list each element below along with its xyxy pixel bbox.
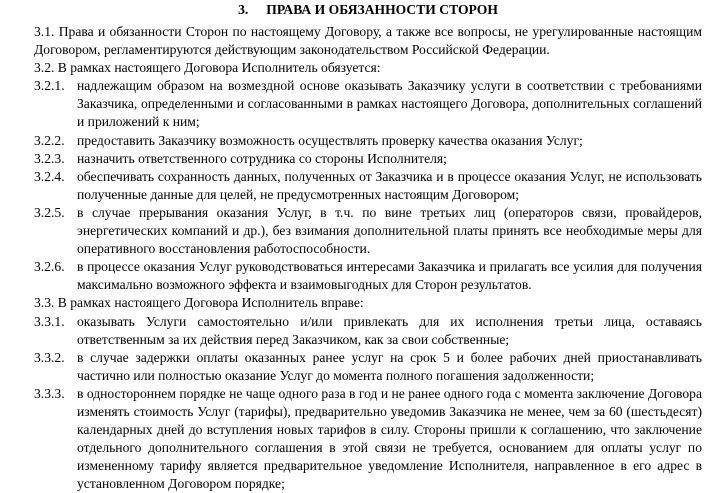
clause-number: 3.2.2.: [34, 132, 65, 148]
clause-number: 3.2.5.: [34, 204, 65, 220]
clause-number: 3.2.: [34, 60, 55, 76]
clause-text: В рамках настоящего Договора Исполнитель обязуется:: [57, 60, 381, 76]
clause-text: в случае задержки оплаты оказанных ранее услуг на срок 5 и более рабочих дней приостанавливать частично или полностью оказание Услуг до момента полного погашения задолженности;: [77, 349, 702, 383]
section-number: 3.: [238, 2, 249, 17]
clause-number: 3.1.: [34, 24, 55, 39]
clause-number: 3.2.6.: [34, 259, 65, 275]
clause-text: Права и обязанности Сторон по настоящему Договору, а также все вопросы, не урегулированные настоящим Договором, регламентируются действующим законодательством Российской Федерации.: [34, 24, 702, 58]
clause-3-3-3: [34, 385, 702, 493]
clause-text: в одностороннем порядке не чаще одного раза в год и не ранее одного года с момента заключение Договора изменять стоимость Услуг (тарифы), предварительно уведомив Заказчика не менее, чем за 60 (шестьдесят) календарных дней до вступления новых тарифов в силу. Стороны пришли к соглашению, что заключение отдельного дополнительного соглашения в этой связи не требуется, основанием для оплаты услуг по измененному тарифу является предварительное уведомление Исполнителя, направленное в его адрес в установленном Договором порядке;: [77, 385, 702, 492]
clause-3-2-3: [34, 150, 702, 168]
clause-number: 3.3.2.: [34, 349, 65, 365]
clause-3-2-6: [34, 258, 702, 294]
clause-number: 3.3.3.: [34, 385, 65, 401]
clause-3-3: [34, 294, 702, 312]
clause-3-2-4: [34, 168, 702, 204]
clause-number: 3.3.1.: [34, 313, 65, 329]
clause-3-3-1: [34, 313, 702, 349]
clause-number: 3.3.: [34, 295, 55, 311]
clause-text: надлежащим образом на возмездной основе оказывать Заказчику услуги в соответствии с требованиями Заказчика, определенными и согласованными в рамках настоящего Договора, дополнительных соглашений и приложений к ним;: [77, 78, 702, 130]
clause-text: в случае прерывания оказания Услуг, в т.ч. по вине третьих лиц (операторов связи, провайдеров, энергетических компаний и др.), без взимания дополнительной платы принять все необходимые меры для оперативного восстановления работоспособности.: [77, 204, 702, 257]
clause-3-1: [34, 23, 702, 59]
clause-text: оказывать Услуги самостоятельно и/или привлекать для их исполнения третьи лица, оставаясь ответственным за их действия перед Заказчиком, как за свои собственные;: [77, 313, 702, 347]
clause-number: 3.2.1.: [34, 78, 65, 94]
clause-text: предоставить Заказчику возможность осуществлять проверку качества оказания Услуг;: [77, 132, 583, 148]
clause-text: назначить ответственного сотрудника со стороны Исполнителя;: [77, 150, 447, 166]
clause-3-3-2: [34, 349, 702, 385]
clause-3-2: [34, 59, 702, 77]
clause-3-2-2: [34, 132, 702, 150]
clause-text: в процессе оказания Услуг руководствоваться интересами Заказчика и прилагать все усилия для получения максимально возможного эффекта и взаимовыгодных для Сторон результатов.: [77, 259, 702, 293]
clause-number: 3.2.4.: [34, 168, 65, 184]
document-page: [0, 1, 720, 492]
section-title: ПРАВА И ОБЯЗАННОСТИ СТОРОН: [266, 2, 498, 17]
clause-3-2-5: [34, 204, 702, 258]
clause-text: обеспечивать сохранность данных, полученных от Заказчика и в процессе оказания Услуг, не использовать полученные данные для целей, не предусмотренных настоящим Договором;: [77, 168, 702, 202]
clause-text: В рамках настоящего Договора Исполнитель вправе:: [57, 295, 364, 311]
clause-number: 3.2.3.: [34, 150, 65, 166]
clause-3-2-1: [34, 77, 702, 131]
section-heading: [34, 1, 702, 19]
